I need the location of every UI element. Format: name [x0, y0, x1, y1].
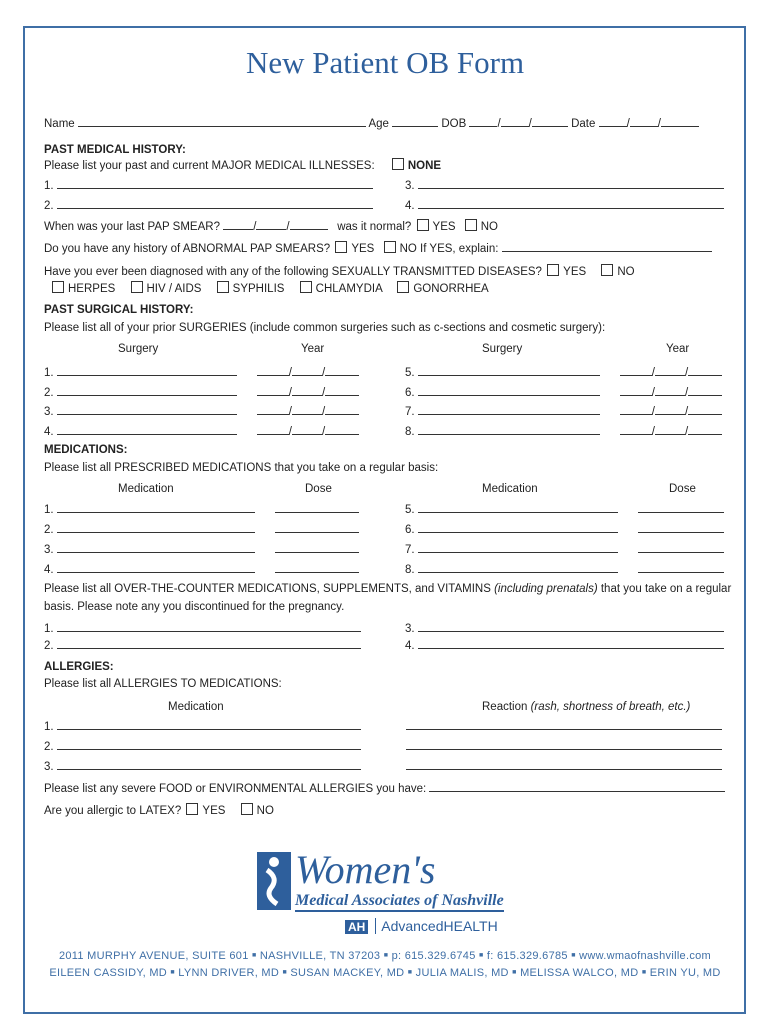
- medication-dose-field[interactable]: [638, 522, 724, 533]
- allergy-row: [44, 759, 722, 774]
- std-options-row: [50, 281, 489, 296]
- surgery-year-field[interactable]: [655, 365, 685, 376]
- abnormal-pap-row: [44, 241, 712, 256]
- footer-phone: p: 615.329.6745: [391, 950, 476, 962]
- num: 3.: [405, 180, 415, 192]
- medication-dose-field[interactable]: [638, 542, 724, 553]
- surgery-year-field[interactable]: [257, 404, 289, 415]
- num: 1.: [44, 623, 54, 635]
- footer-city: NASHVILLE, TN 37203: [259, 950, 381, 962]
- medications-heading: MEDICATIONS:: [44, 444, 128, 456]
- food-allergy-row: [44, 781, 725, 796]
- abnormal-pap-question: Do you have any history of ABNORMAL PAP SMEARS?: [44, 243, 331, 255]
- gonorrhea-label: GONORRHEA: [413, 283, 489, 295]
- pap-year-field[interactable]: [290, 219, 328, 230]
- surgery-year-field[interactable]: [620, 385, 652, 396]
- past-surgical-heading: PAST SURGICAL HISTORY:: [44, 304, 194, 316]
- medication-row: [44, 542, 359, 557]
- doctor-name: LYNN DRIVER, MD: [178, 967, 280, 979]
- medication-dose-field[interactable]: [275, 522, 359, 533]
- syphilis-checkbox[interactable]: [217, 281, 229, 293]
- name-label: Name: [44, 118, 75, 130]
- illness-row: [405, 198, 724, 213]
- illness-field-1[interactable]: [57, 178, 373, 189]
- medication-field[interactable]: [57, 502, 255, 513]
- surgery-year-field[interactable]: [325, 424, 359, 435]
- food-allergy-field[interactable]: [429, 781, 725, 792]
- allergies-prompt: Please list all ALLERGIES TO MEDICATIONS:: [44, 678, 282, 690]
- footer-address: 2011 MURPHY AVENUE, SUITE 601: [58, 950, 249, 962]
- otc-text-a: Please list all OVER-THE-COUNTER MEDICATIONS, SUPPLEMENTS, and VITAMINS: [44, 583, 491, 595]
- logo-ah-row: [345, 918, 498, 934]
- allergy-dose-field[interactable]: [406, 759, 722, 770]
- surgery-year-field[interactable]: [655, 424, 685, 435]
- dob-month-field[interactable]: [469, 116, 497, 127]
- surgery-year-field[interactable]: [620, 424, 652, 435]
- num: 6.: [405, 524, 415, 536]
- allergies-heading: ALLERGIES:: [44, 661, 114, 673]
- doctor-name: JULIA MALIS, MD: [415, 967, 509, 979]
- illness-field-4[interactable]: [418, 198, 724, 209]
- age-field[interactable]: [392, 116, 438, 127]
- illness-field-2[interactable]: [57, 198, 373, 209]
- prompt-text: Please list your past and current MAJOR MEDICAL ILLNESSES:: [44, 160, 375, 172]
- std-question: Have you ever been diagnosed with any of the following SEXUALLY TRANSMITTED DISEASES?: [44, 266, 542, 278]
- pap-normal-yes-checkbox[interactable]: [417, 219, 429, 231]
- reaction-hint: (rash, shortness of breath, etc.): [530, 701, 691, 713]
- num: 2.: [44, 386, 54, 399]
- pap-row: When was your last PAP SMEAR? / / was it normal? YES NO: [44, 221, 498, 233]
- surgery-year-field[interactable]: [325, 404, 359, 415]
- no-label: NO: [256, 805, 274, 817]
- none-label: NONE: [407, 160, 442, 172]
- surgery-year-field[interactable]: [688, 365, 722, 376]
- doctor-name: EILEEN CASSIDY, MD: [49, 967, 168, 979]
- hiv-checkbox[interactable]: [131, 281, 143, 293]
- latex-no-checkbox[interactable]: [241, 803, 253, 815]
- chlamydia-checkbox[interactable]: [300, 281, 312, 293]
- num: 4.: [405, 200, 415, 212]
- col-surgery-left: Surgery: [118, 343, 159, 355]
- num: 2.: [44, 524, 54, 536]
- hiv-label: HIV / AIDS: [146, 283, 202, 295]
- medication-field[interactable]: [418, 502, 618, 513]
- medication-dose-field[interactable]: [638, 562, 724, 573]
- surgery-row: 2. / /: [44, 385, 359, 400]
- yes-label: YES: [351, 243, 375, 255]
- allergy-field[interactable]: [57, 739, 361, 750]
- num: 7.: [405, 406, 415, 418]
- date-month-field[interactable]: [599, 116, 627, 127]
- surgery-year-field[interactable]: [325, 385, 359, 396]
- footer-fax: f: 615.329.6785: [486, 950, 568, 962]
- none-checkbox[interactable]: [392, 158, 404, 170]
- otc-field-3[interactable]: [418, 621, 724, 632]
- allergy-dose-field[interactable]: [406, 719, 722, 730]
- surgery-field[interactable]: [418, 424, 600, 435]
- surgery-year-field[interactable]: [655, 385, 685, 396]
- surgery-row: 8. / /: [405, 424, 722, 439]
- medication-row: [405, 502, 724, 517]
- reaction-label: Reaction: [482, 701, 528, 713]
- surgery-year-field[interactable]: [688, 404, 722, 415]
- medication-field[interactable]: [57, 562, 255, 573]
- medication-dose-field[interactable]: [275, 542, 359, 553]
- otc-text-c: that you take on a regular: [600, 583, 732, 595]
- std-no-checkbox[interactable]: [601, 264, 613, 276]
- num: 7.: [405, 544, 415, 556]
- num: 6.: [405, 386, 415, 399]
- surgery-year-field[interactable]: [655, 404, 685, 415]
- col-medication-left: Medication: [118, 483, 174, 495]
- medication-row: [405, 562, 724, 577]
- surgery-year-field[interactable]: [325, 365, 359, 376]
- num: 1.: [44, 504, 54, 516]
- col-reaction: [482, 701, 690, 713]
- pap-normal-label: was it normal?: [337, 221, 412, 233]
- surgery-year-field[interactable]: [257, 385, 289, 396]
- explain-label: If YES, explain:: [420, 243, 499, 255]
- page-title: New Patient OB Form: [245, 45, 525, 80]
- syphilis-label: SYPHILIS: [232, 283, 285, 295]
- ah-mark-icon: AH: [345, 920, 368, 934]
- doctor-name: SUSAN MACKEY, MD: [290, 967, 405, 979]
- medication-field[interactable]: [418, 522, 618, 533]
- num: 1.: [44, 721, 54, 733]
- otc-prompt: [44, 582, 731, 596]
- surgery-field[interactable]: [57, 365, 237, 376]
- col-medication-right: Medication: [482, 483, 538, 495]
- footer-contact: 2011 MURPHY AVENUE, SUITE 601 ■ NASHVILLE, TN 37203 ■ p: 615.329.6745 ■ f: 615.329.6785 ■ www.wmaofnashville.com: [58, 950, 712, 962]
- num: 5.: [405, 504, 415, 516]
- herpes-label: HERPES: [68, 283, 116, 295]
- otc-row: [405, 638, 724, 653]
- surgery-field[interactable]: [57, 385, 237, 396]
- dob-year-field[interactable]: [532, 116, 568, 127]
- num: 5.: [405, 367, 415, 379]
- food-allergy-question: Please list any severe FOOD or ENVIRONMENTAL ALLERGIES you have:: [44, 783, 427, 795]
- allergy-dose-field[interactable]: [406, 739, 722, 750]
- surgery-field[interactable]: [418, 365, 600, 376]
- dob-label: DOB: [441, 118, 467, 130]
- medication-row: [44, 562, 359, 577]
- otc-row: [405, 621, 724, 636]
- yes-label: YES: [202, 805, 226, 817]
- surgery-row: 6. / /: [405, 385, 722, 400]
- medication-dose-field[interactable]: [638, 502, 724, 513]
- yes-label: YES: [432, 221, 456, 233]
- surgery-year-field[interactable]: [257, 365, 289, 376]
- pap-question: When was your last PAP SMEAR?: [44, 221, 220, 233]
- no-label: NO: [617, 266, 635, 278]
- col-dose-left: Dose: [305, 483, 332, 495]
- num: 2.: [44, 741, 54, 753]
- footer-doctors: EILEEN CASSIDY, MD ■ LYNN DRIVER, MD ■ SUSAN MACKEY, MD ■ JULIA MALIS, MD ■ MELISSA WALCO, MD ■ ERIN YU, MD: [49, 967, 721, 979]
- num: 1.: [44, 367, 54, 379]
- surgery-field[interactable]: [418, 385, 600, 396]
- illness-row: [405, 178, 724, 193]
- num: 3.: [405, 623, 415, 635]
- num: 4.: [405, 640, 415, 652]
- latex-row: [44, 803, 274, 818]
- otc-prompt-2: basis. Please note any you discontinued for the pregnancy.: [44, 601, 345, 613]
- std-row: [44, 264, 635, 279]
- clinic-logo: [253, 848, 523, 940]
- medication-row: [405, 522, 724, 537]
- col-surgery-right: Surgery: [482, 343, 523, 355]
- surgery-year-field[interactable]: [292, 365, 322, 376]
- medication-field[interactable]: [418, 562, 618, 573]
- allergy-row: [44, 739, 722, 754]
- surgery-year-field[interactable]: [292, 385, 322, 396]
- medication-dose-field[interactable]: [275, 502, 359, 513]
- past-medical-heading: PAST MEDICAL HISTORY:: [44, 144, 186, 156]
- col-year-left: Year: [301, 343, 325, 355]
- surgery-year-field[interactable]: [292, 404, 322, 415]
- pap-day-field[interactable]: [256, 219, 286, 230]
- medication-field[interactable]: [418, 542, 618, 553]
- past-medical-prompt: [44, 158, 441, 173]
- yes-label: YES: [563, 266, 587, 278]
- doctor-name: MELISSA WALCO, MD: [520, 967, 639, 979]
- surgery-year-field[interactable]: [620, 365, 652, 376]
- allergy-row: [44, 719, 722, 734]
- surgery-year-field[interactable]: [688, 385, 722, 396]
- num: 8.: [405, 564, 415, 576]
- medication-dose-field[interactable]: [275, 562, 359, 573]
- date-label: Date: [571, 118, 596, 130]
- num: 3.: [44, 406, 54, 418]
- header-row: Name Age DOB / / Date / /: [44, 116, 699, 131]
- num: 8.: [405, 425, 415, 438]
- explain-field[interactable]: [502, 241, 712, 252]
- col-year-right: Year: [666, 343, 690, 355]
- otc-field-1[interactable]: [57, 621, 361, 632]
- col-dose-right: Dose: [669, 483, 696, 495]
- abnormal-pap-no-checkbox[interactable]: [384, 241, 396, 253]
- otc-row: [44, 638, 361, 653]
- otc-text-b: (including prenatals): [494, 583, 598, 595]
- date-day-field[interactable]: [630, 116, 658, 127]
- no-label: NO: [399, 243, 417, 255]
- logo-ah-text: AdvancedHEALTH: [375, 918, 497, 934]
- medication-field[interactable]: [57, 522, 255, 533]
- logo-line2: Medical Associates of Nashville: [295, 892, 504, 912]
- herpes-checkbox[interactable]: [52, 281, 64, 293]
- medication-field[interactable]: [57, 542, 255, 553]
- name-field[interactable]: [78, 116, 366, 127]
- num: 3.: [44, 544, 54, 556]
- surgery-year-field[interactable]: [620, 404, 652, 415]
- otc-field-4[interactable]: [418, 638, 724, 649]
- age-label: Age: [368, 118, 389, 130]
- surgery-field[interactable]: [418, 404, 600, 415]
- surgery-row: 7. / /: [405, 404, 722, 419]
- pap-normal-no-checkbox[interactable]: [465, 219, 477, 231]
- surgery-year-field[interactable]: [257, 424, 289, 435]
- latex-yes-checkbox[interactable]: [186, 803, 198, 815]
- no-label: NO: [480, 221, 498, 233]
- surgery-row: 4. / /: [44, 424, 359, 439]
- num: 4.: [44, 425, 54, 438]
- dob-day-field[interactable]: [501, 116, 529, 127]
- logo-womens: Women's: [295, 847, 436, 892]
- footer-web[interactable]: www.wmaofnashville.com: [579, 950, 712, 962]
- surgery-row: 3. / /: [44, 404, 359, 419]
- illness-field-3[interactable]: [418, 178, 724, 189]
- allergy-field[interactable]: [57, 719, 361, 730]
- surgery-field[interactable]: [57, 424, 237, 435]
- medication-row: [44, 502, 359, 517]
- medications-prompt: Please list all PRESCRIBED MEDICATIONS that you take on a regular basis:: [44, 462, 439, 474]
- allergy-field[interactable]: [57, 759, 361, 770]
- gonorrhea-checkbox[interactable]: [397, 281, 409, 293]
- num: 4.: [44, 564, 54, 576]
- num: 2.: [44, 640, 54, 652]
- surgery-year-field[interactable]: [688, 424, 722, 435]
- num: 3.: [44, 761, 54, 773]
- abnormal-pap-yes-checkbox[interactable]: [335, 241, 347, 253]
- medication-row: [44, 522, 359, 537]
- illness-row: [44, 198, 373, 213]
- medication-row: [405, 542, 724, 557]
- surgery-row: 1. / /: [44, 365, 359, 380]
- past-surgical-prompt: Please list all of your prior SURGERIES (include common surgeries such as c-sections and cosmetic surgery):: [44, 322, 606, 334]
- surgery-year-field[interactable]: [292, 424, 322, 435]
- pap-month-field[interactable]: [223, 219, 253, 230]
- otc-field-2[interactable]: [57, 638, 361, 649]
- num: 1.: [44, 180, 54, 192]
- col-allergy-medication: Medication: [168, 701, 224, 713]
- surgery-field[interactable]: [57, 404, 237, 415]
- num: 2.: [44, 200, 54, 212]
- latex-question: Are you allergic to LATEX?: [44, 805, 182, 817]
- otc-row: [44, 621, 361, 636]
- surgery-row: 5. / /: [405, 365, 722, 380]
- chlamydia-label: CHLAMYDIA: [315, 283, 383, 295]
- std-yes-checkbox[interactable]: [547, 264, 559, 276]
- date-year-field[interactable]: [661, 116, 699, 127]
- doctor-name: ERIN YU, MD: [649, 967, 721, 979]
- illness-row: [44, 178, 373, 193]
